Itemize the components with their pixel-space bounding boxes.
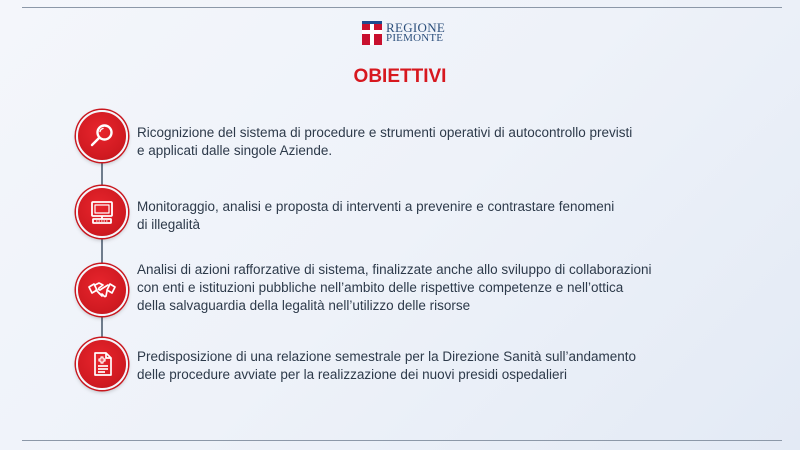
objective-text — [137, 348, 757, 384]
objective-line: Ricognizione del sistema di procedure e strumenti operativi di autocontrollo previsti — [137, 125, 633, 140]
objective-icon-badge — [76, 186, 128, 238]
objective-line: di illegalità — [137, 217, 201, 232]
timeline-connector — [101, 314, 103, 338]
medical-document-icon — [87, 349, 117, 379]
objective-text — [137, 198, 757, 234]
objective-text — [137, 261, 757, 315]
page-title: OBIETTIVI — [353, 66, 447, 87]
objective-line: Analisi di azioni rafforzative di sistema, finalizzate anche allo sviluppo di collaborazioni — [137, 262, 652, 277]
timeline-connector — [101, 162, 103, 186]
handshake-icon — [87, 275, 117, 305]
objective-icon-badge — [76, 264, 128, 316]
objective-line: Predisposizione di una relazione semestrale per la Direzione Sanità sull’andamento — [137, 349, 637, 364]
top-divider — [22, 7, 782, 8]
computer-monitor-icon — [87, 197, 117, 227]
regione-piemonte-logo — [362, 21, 445, 45]
objective-text — [137, 124, 757, 160]
timeline-connector — [101, 236, 103, 264]
objective-line: della salvaguardia della legalità nell’utilizzo delle risorse — [137, 298, 471, 313]
objective-line: Monitoraggio, analisi e proposta di interventi a prevenire e contrastare fenomeni — [137, 199, 615, 214]
piemonte-shield-icon — [362, 21, 382, 45]
objective-line: delle procedure avviate per la realizzazione dei nuovi presidi ospedalieri — [137, 367, 568, 382]
objective-line: e applicati dalle singole Aziende. — [137, 143, 333, 158]
logo-line-2: PIEMONTE — [386, 32, 444, 44]
magnifier-icon — [87, 121, 117, 151]
bottom-divider — [22, 440, 782, 441]
objective-icon-badge — [76, 110, 128, 162]
objective-icon-badge — [76, 338, 128, 390]
logo-line-1: REGIONE — [386, 20, 446, 35]
objective-line: con enti e istituzioni pubbliche nell’ambito delle rispettive competenze e nell’ottica — [137, 280, 624, 295]
